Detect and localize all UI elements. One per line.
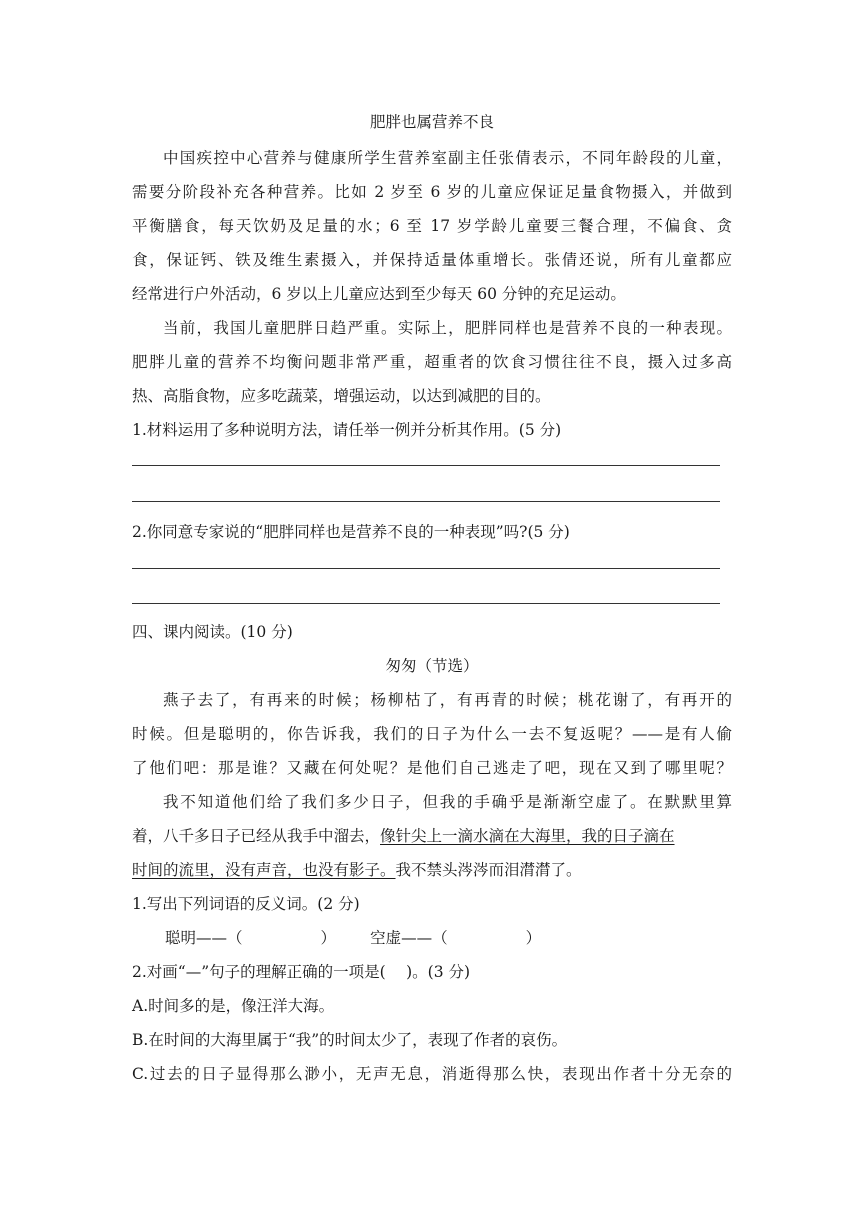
- plain-text: 着，八千多日子已经从我手中溜去，: [132, 827, 381, 845]
- question-2: 2.对画“—”句子的理解正确的一项是( )。(3 分): [132, 963, 471, 981]
- paragraph-line: 我不知道他们给了我们多少日子，但我的手确乎是渐渐空虚了。在默默里算: [163, 793, 732, 811]
- paragraph-line: 肥胖儿童的营养不均衡问题非常严重，超重者的饮食习惯往往不良，摄入过多高: [132, 353, 732, 371]
- section-heading: 四、课内阅读。(10 分): [132, 623, 293, 641]
- plain-text: 我不禁头涔涔而泪潸潸了。: [395, 861, 582, 879]
- underlined-sentence: 时间的流里，没有声音，也没有影子。: [132, 861, 396, 879]
- question-1: 1.写出下列词语的反义词。(2 分): [132, 895, 360, 913]
- paragraph-line: 平衡膳食，每天饮奶及足量的水；6 至 17 岁学龄儿童要三餐合理，不偏食、贪: [132, 217, 732, 235]
- paragraph-line: 热、高脂食物，应多吃蔬菜，增强运动，以达到减肥的目的。: [132, 387, 551, 405]
- paragraph-line: 当前，我国儿童肥胖日趋严重。实际上，肥胖同样也是营养不良的一种表现。: [163, 319, 732, 337]
- passage-title: 匆匆（节选）: [385, 657, 479, 675]
- question-1: 1.材料运用了多种说明方法，请任举一例并分析其作用。(5 分): [132, 421, 562, 439]
- paragraph-line: 经常进行户外活动，6 岁以上儿童应达到至少每天 60 分钟的充足运动。: [132, 285, 626, 303]
- bracket-close: ）: [525, 929, 542, 947]
- paragraph-line: [132, 858, 582, 880]
- answer-line[interactable]: [132, 603, 720, 604]
- paragraph-line: 了他们吧：那是谁？又藏在何处呢？是他们自己逃走了吧，现在又到了哪里呢？: [132, 759, 732, 777]
- antonym-prompt: 空虚——（: [370, 929, 448, 947]
- paragraph-line: 中国疾控中心营养与健康所学生营养室副主任张倩表示，不同年龄段的儿童，: [163, 149, 732, 167]
- antonym-blanks: [165, 926, 541, 948]
- option-b: B.在时间的大海里属于“我”的时间太少了，表现了作者的哀伤。: [132, 1031, 568, 1049]
- answer-line[interactable]: [132, 501, 720, 502]
- bracket-close: ）: [320, 929, 337, 947]
- paragraph-line: 时候。但是聪明的，你告诉我，我们的日子为什么一去不复返呢？——是有人偷: [132, 725, 732, 743]
- option-c: C.过去的日子显得那么渺小，无声无息，消逝得那么快，表现出作者十分无奈的: [132, 1065, 732, 1083]
- antonym-prompt: 聪明——（: [165, 929, 243, 947]
- underlined-sentence: 像针尖上一滴水滴在大海里，我的日子滴在: [380, 827, 675, 845]
- answer-line[interactable]: [132, 568, 720, 569]
- passage-title: 肥胖也属营养不良: [369, 113, 494, 131]
- paragraph-line: 需要分阶段补充各种营养。比如 2 岁至 6 岁的儿童应保证足量食物摄入，并做到: [132, 183, 732, 201]
- option-a: A.时间多的是，像汪洋大海。: [132, 997, 335, 1015]
- question-2: 2.你同意专家说的“肥胖同样也是营养不良的一种表现”吗?(5 分): [132, 523, 570, 541]
- paragraph-line: 食，保证钙、铁及维生素摄入，并保持适量体重增长。张倩还说，所有儿童都应: [132, 251, 732, 269]
- answer-line[interactable]: [132, 465, 720, 466]
- paragraph-line: [132, 824, 675, 846]
- paragraph-line: 燕子去了，有再来的时候；杨柳枯了，有再青的时候；桃花谢了，有再开的: [163, 691, 732, 709]
